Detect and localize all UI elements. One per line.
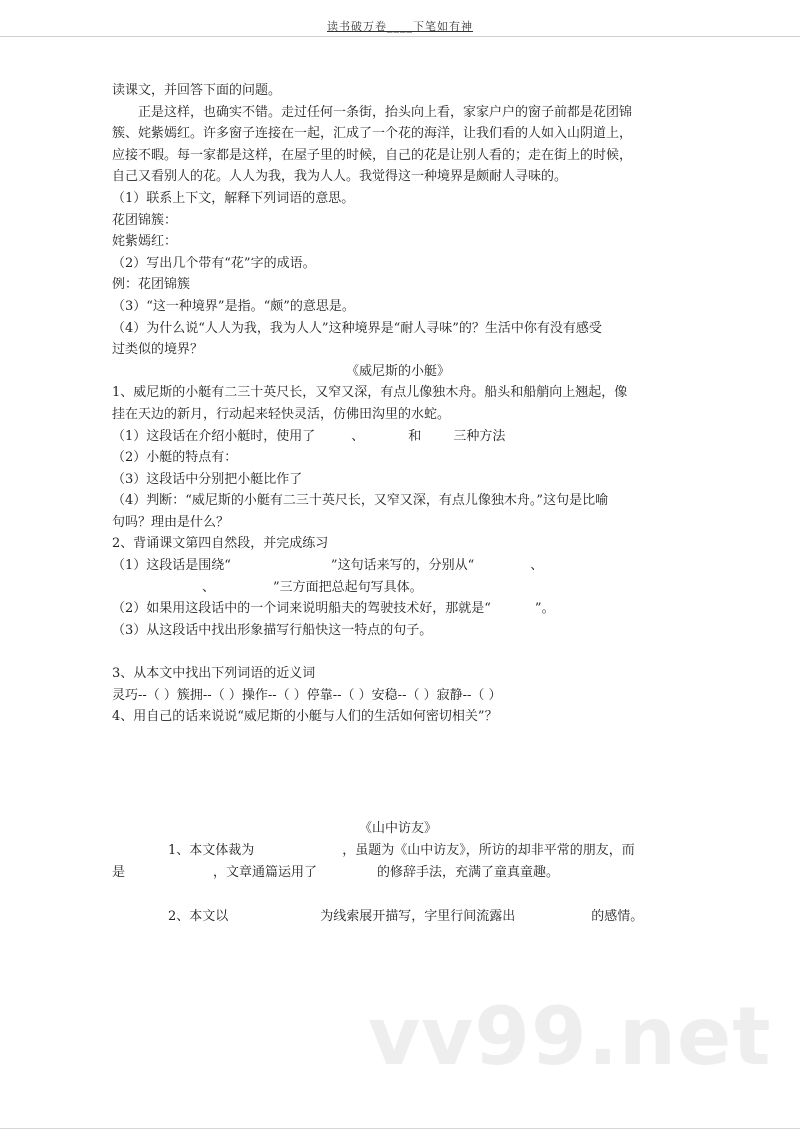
worksheet-body bbox=[112, 80, 684, 728]
mountain-q1-mid: ，虽题为《山中访友》，所访的却非平常的朋友，而 bbox=[342, 843, 635, 858]
venice-q1-text: （1）这段话在介绍小艇时，使用了 bbox=[112, 428, 316, 444]
section-title-mountain: 《山中访友》 bbox=[358, 821, 437, 836]
passage-line: 自己又看别人的花。人人为我，我为人人。我觉得这一种境界是颇耐人寻味的。 bbox=[112, 169, 568, 185]
venice-q2: （2）小艇的特点有： bbox=[112, 450, 238, 466]
passage-line: 簇、姹紫嫣红。许多窗子连接在一起，汇成了一个花的海洋，让我们看的人如入山阴道上， bbox=[112, 126, 633, 142]
mountain-q2-text: 2、本文以 bbox=[168, 909, 229, 924]
mountain-q1-cont bbox=[112, 862, 684, 884]
page-header bbox=[0, 18, 800, 34]
venice-item-2-q1-cont bbox=[112, 577, 684, 599]
term-chazi-yanhong: 姹紫嫣红： bbox=[112, 234, 178, 250]
item2-q2-end: ”。 bbox=[534, 601, 555, 617]
item2-q1-sep: 、 bbox=[530, 558, 544, 574]
intro-instruction: 读课文，并回答下面的问题。 bbox=[112, 83, 282, 98]
venice-q4-cont: 句吗？理由是什么？ bbox=[112, 514, 230, 530]
mountain-q2-end: 的感情。 bbox=[591, 909, 644, 924]
mountain-q2 bbox=[112, 906, 684, 928]
venice-q1 bbox=[112, 426, 684, 448]
mountain-q1-line2-start: 是 bbox=[112, 865, 126, 880]
venice-q3: （3）这段话中分别把小艇比作了 bbox=[112, 471, 303, 487]
item2-q1-mid: ”这句话来写的，分别从“ bbox=[330, 558, 475, 574]
venice-item-4: 4、用自己的话来说说“威尼斯的小艇与人们的生活如何密切相关”？ bbox=[112, 709, 498, 725]
mountain-q2-mid: 为线索展开描写，字里行间流露出 bbox=[320, 909, 516, 924]
passage-line: 正是这样，也确实不错。走过任何一条街，抬头向上看，家家户户的窗子前都是花团锦 bbox=[138, 104, 633, 120]
mountain-q1 bbox=[112, 840, 684, 862]
question-3: （3）“这一种境界”是指。“颇”的意思是。 bbox=[112, 298, 355, 314]
question-1: （1）联系上下文，解释下列词语的意思。 bbox=[112, 190, 355, 206]
venice-q1-sep: 、 bbox=[351, 428, 365, 444]
question-4: （4）为什么说“人人为我，我为人人”这种境界是“耐人寻味”的？生活中你有没有感受 bbox=[112, 320, 602, 336]
page-bottom-divider bbox=[0, 1128, 800, 1129]
item2-q1-text: （1）这段话是围绕“ bbox=[112, 558, 231, 574]
spacer bbox=[112, 884, 684, 906]
item2-q1-sep2: 、 bbox=[202, 579, 216, 595]
mountain-q1-text: 1、本文体裁为 bbox=[168, 843, 255, 858]
mountain-q1-line2-mid: ，文章通篇运用了 bbox=[213, 865, 318, 880]
term-huatuanjincu: 花团锦簇： bbox=[112, 212, 178, 228]
question-2: （2）写出几个带有“花”字的成语。 bbox=[112, 255, 316, 271]
venice-q1-end: 三种方法 bbox=[453, 428, 506, 444]
venice-item-1: 1、威尼斯的小艇有二三十英尺长，又窄又深，有点儿像独木舟。船头和船艄向上翘起，像 bbox=[112, 385, 628, 401]
mountain-section bbox=[112, 818, 684, 928]
venice-item-2: 2、背诵课文第四自然段，并完成练习 bbox=[112, 536, 329, 552]
example-idiom: 例：花团锦簇 bbox=[112, 277, 191, 293]
header-motto: 读书破万卷____下笔如有神 bbox=[327, 20, 473, 33]
venice-item-3: 3、从本文中找出下列词语的近义词 bbox=[112, 666, 316, 682]
header-divider bbox=[0, 36, 800, 37]
venice-item-2-q1 bbox=[112, 555, 684, 577]
question-4-cont: 过类似的境界？ bbox=[112, 342, 204, 358]
venice-q4: （4）判断：“威尼斯的小艇有二三十英尺长，又窄又深，有点儿像独木舟。”这句是比喻 bbox=[112, 493, 609, 509]
site-watermark: vv99.net bbox=[368, 990, 772, 1083]
spacer bbox=[112, 641, 684, 663]
venice-q1-and: 和 bbox=[408, 428, 422, 444]
venice-item-3-words: 灵巧--（ ）簇拥--（ ）操作--（ ）停靠--（ ）安稳--（ ）寂静--（ ） bbox=[112, 687, 502, 703]
passage-line: 应接不暇。每一家都是这样，在屋子里的时候，自己的花是让别人看的；走在街上的时候， bbox=[112, 147, 633, 163]
item2-q2-text: （2）如果用这段话中的一个词来说明船夫的驾驶技术好，那就是“ bbox=[112, 601, 491, 617]
venice-item-2-q3: （3）从这段话中找出形象描写行船快这一特点的句子。 bbox=[112, 622, 433, 638]
mountain-q1-line2-end: 的修辞手法，充满了童真童趣。 bbox=[377, 865, 560, 880]
item2-q1-end: ”三方面把总起句写具体。 bbox=[273, 579, 423, 595]
section-title-venice: 《威尼斯的小艇》 bbox=[345, 363, 450, 379]
venice-item-2-q2 bbox=[112, 598, 684, 620]
venice-item-1-cont: 挂在天边的新月，行动起来轻快灵活，仿佛田沟里的水蛇。 bbox=[112, 406, 451, 422]
